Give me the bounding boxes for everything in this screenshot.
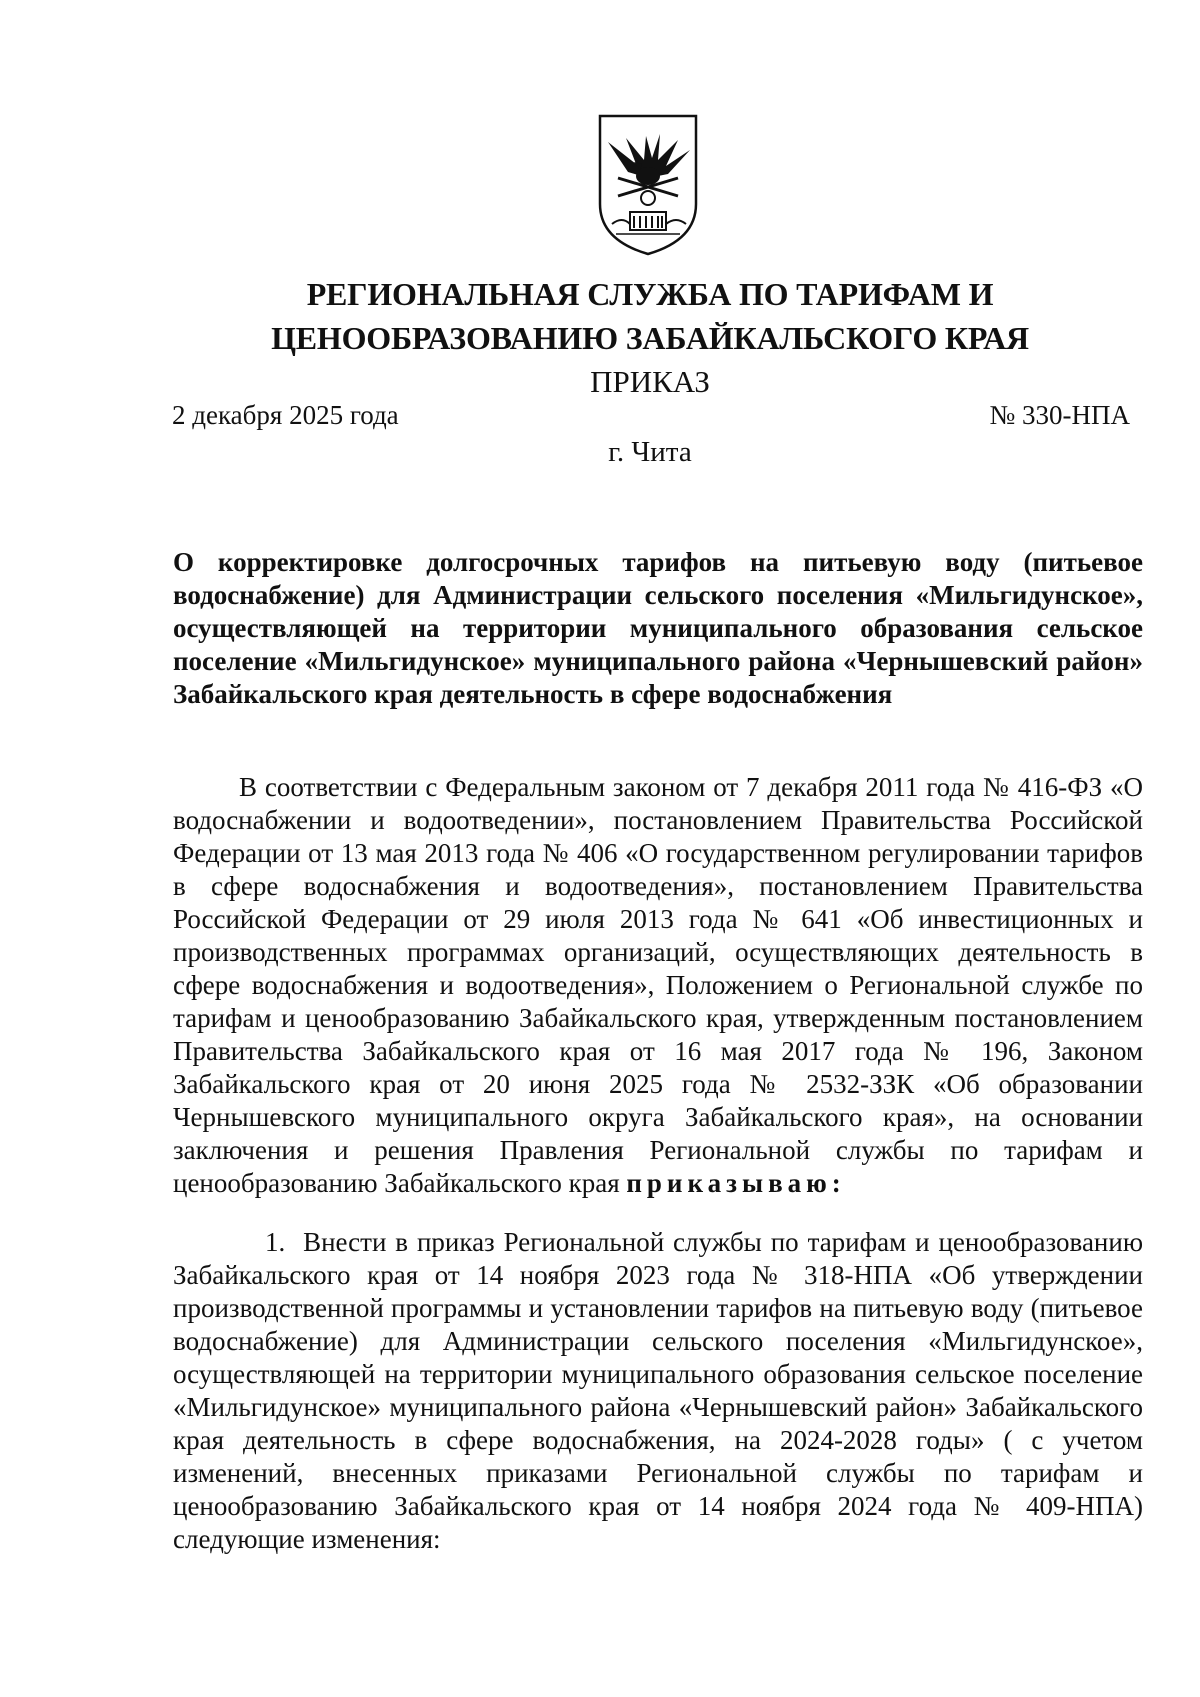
document-body <box>173 771 1143 1556</box>
organization-title <box>170 272 1130 360</box>
coat-of-arms-emblem <box>596 112 700 258</box>
document-type: ПРИКАЗ <box>590 364 710 399</box>
organization-title-line2: ЦЕНООБРАЗОВАНИЮ ЗАБАЙКАЛЬСКОГО КРАЯ <box>271 320 1029 356</box>
document-city: г. Чита <box>608 436 692 468</box>
item-1-number: 1. <box>265 1227 286 1257</box>
item-1-text: Внести в приказ Региональной службы по тарифам и ценообразованию Забайкальского края от 14 ноября 2023 года № 318-НПА «Об утверждении производственной программы и установлении тарифов на питьевую воду (питьевое водоснабжение) для Администрации сельского поселения «Мильгидунское», осуществляющей на территории муниципального образования сельское поселение «Мильгидунское» муниципального района «Чернышевский район» Забайкальского края деятельность в сфере водоснабжения, на 2024-2028 годы» ( с учетом изменений, внесенных приказами Региональной службы по тарифам и ценообразованию Забайкальского края от 14 ноября 2024 года № 409-НПА) следующие изменения: <box>173 1227 1143 1554</box>
order-word: приказываю: <box>626 1168 846 1198</box>
organization-title-line1: РЕГИОНАЛЬНАЯ СЛУЖБА ПО ТАРИФАМ И <box>306 276 994 312</box>
document-subject: О корректировке долгосрочных тарифов на питьевую воду (питьевое водоснабжение) для Администрации сельского поселения «Мильгидунское», осуществляющей на территории муниципального образования сельское поселение «Мильгидунское» муниципального района «Чернышевский район» Забайкальского края деятельность в сфере водоснабжения <box>173 547 1143 709</box>
preamble-paragraph <box>173 771 1143 1200</box>
preamble-text: В соответствии с Федеральным законом от 7 декабря 2011 года № 416-ФЗ «О водоснабжении и водоотведении», постановлением Правительства Российской Федерации от 13 мая 2013 года № 406 «О государственном регулировании тарифов в сфере водоснабжения и водоотведения», постановлением Правительства Российской Федерации от 29 июля 2013 года № 641 «Об инвестиционных и производственных программах организаций, осуществляющих деятельность в сфере водоснабжения и водоотведения», Положением о Региональной службе по тарифам и ценообразованию Забайкальского края, утвержденным постановлением Правительства Забайкальского края от 16 мая 2017 года № 196, Законом Забайкальского края от 20 июня 2025 года № 2532-ЗЗК «Об образовании Чернышевского муниципального округа Забайкальского края», на основании заключения и решения Правления Региональной службы по тарифам и ценообразованию Забайкальского края <box>173 772 1143 1198</box>
document-date: 2 декабря 2025 года <box>172 400 399 430</box>
item-1-paragraph <box>173 1226 1143 1556</box>
document-number: № 330-НПА <box>989 400 1130 430</box>
